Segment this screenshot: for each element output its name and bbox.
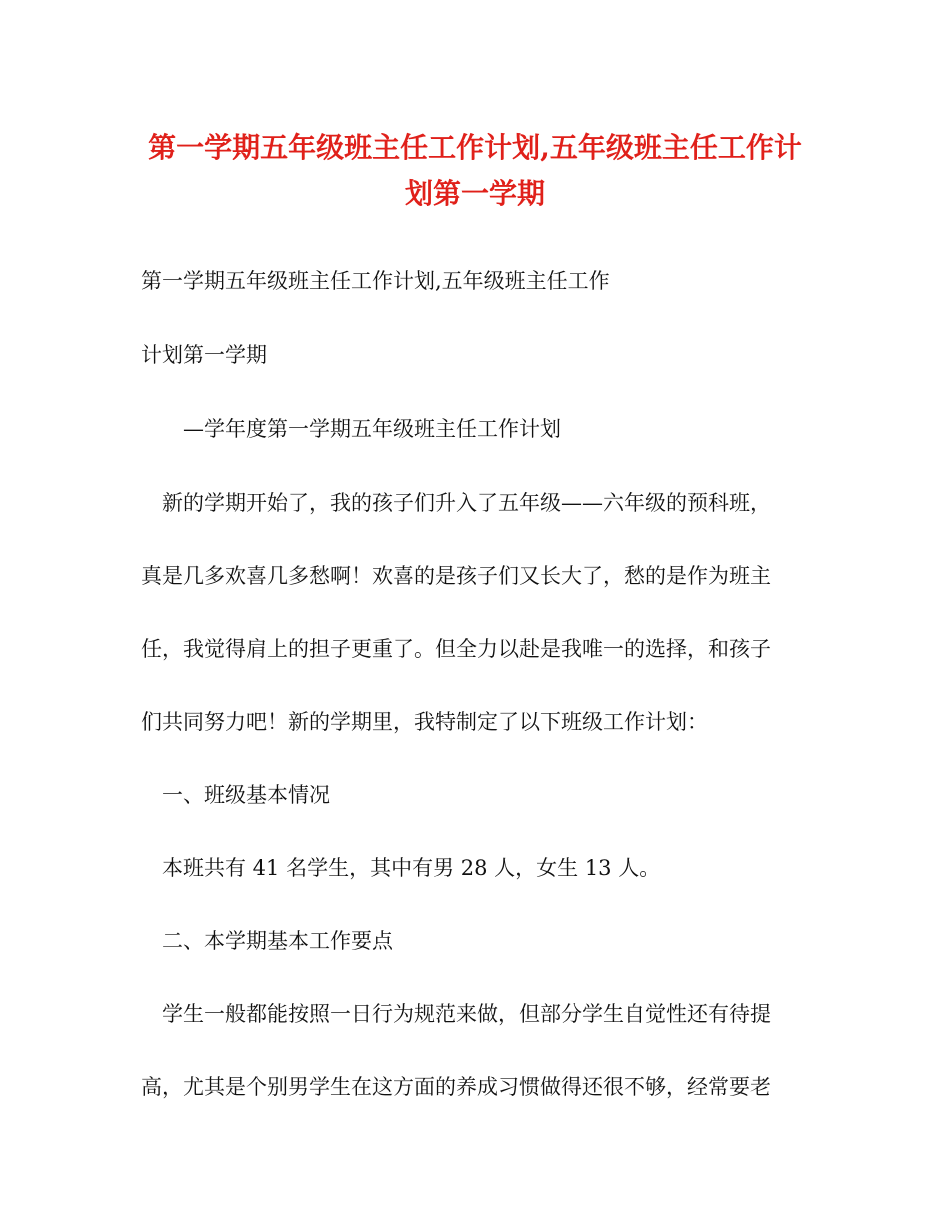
subtitle-line-1: 第一学期五年级班主任工作计划,五年级班主任工作 xyxy=(141,269,610,293)
body-paragraph-line: 们共同努力吧！新的学期里，我特制定了以下班级工作计划： xyxy=(141,710,708,734)
document-title-line-2: 划第一学期 xyxy=(404,177,545,210)
body-paragraph-line: 任，我觉得肩上的担子更重了。但全力以赴是我唯一的选择，和孩子 xyxy=(141,637,771,661)
heading-plan: —学年度第一学期五年级班主任工作计划 xyxy=(183,417,561,441)
document-title-line-1: 第一学期五年级班主任工作计划,五年级班主任工作计 xyxy=(148,131,802,164)
body-paragraph-line: 真是几多欢喜几多愁啊！欢喜的是孩子们又长大了，愁的是作为班主 xyxy=(141,564,771,588)
body-paragraph-line: 高，尤其是个别男学生在这方面的养成习惯做得还很不够，经常要老 xyxy=(141,1075,771,1099)
body-paragraph-line: 学生一般都能按照一日行为规范来做，但部分学生自觉性还有待提 xyxy=(162,1002,771,1026)
body-paragraph-line: 本班共有 41 名学生，其中有男 28 人，女生 13 人。 xyxy=(162,856,661,880)
section-heading-2: 二、本学期基本工作要点 xyxy=(162,929,393,953)
body-paragraph-line: 新的学期开始了，我的孩子们升入了五年级——六年级的预科班， xyxy=(162,491,771,515)
subtitle-line-2: 计划第一学期 xyxy=(141,343,267,367)
section-heading-1: 一、班级基本情况 xyxy=(162,783,330,807)
